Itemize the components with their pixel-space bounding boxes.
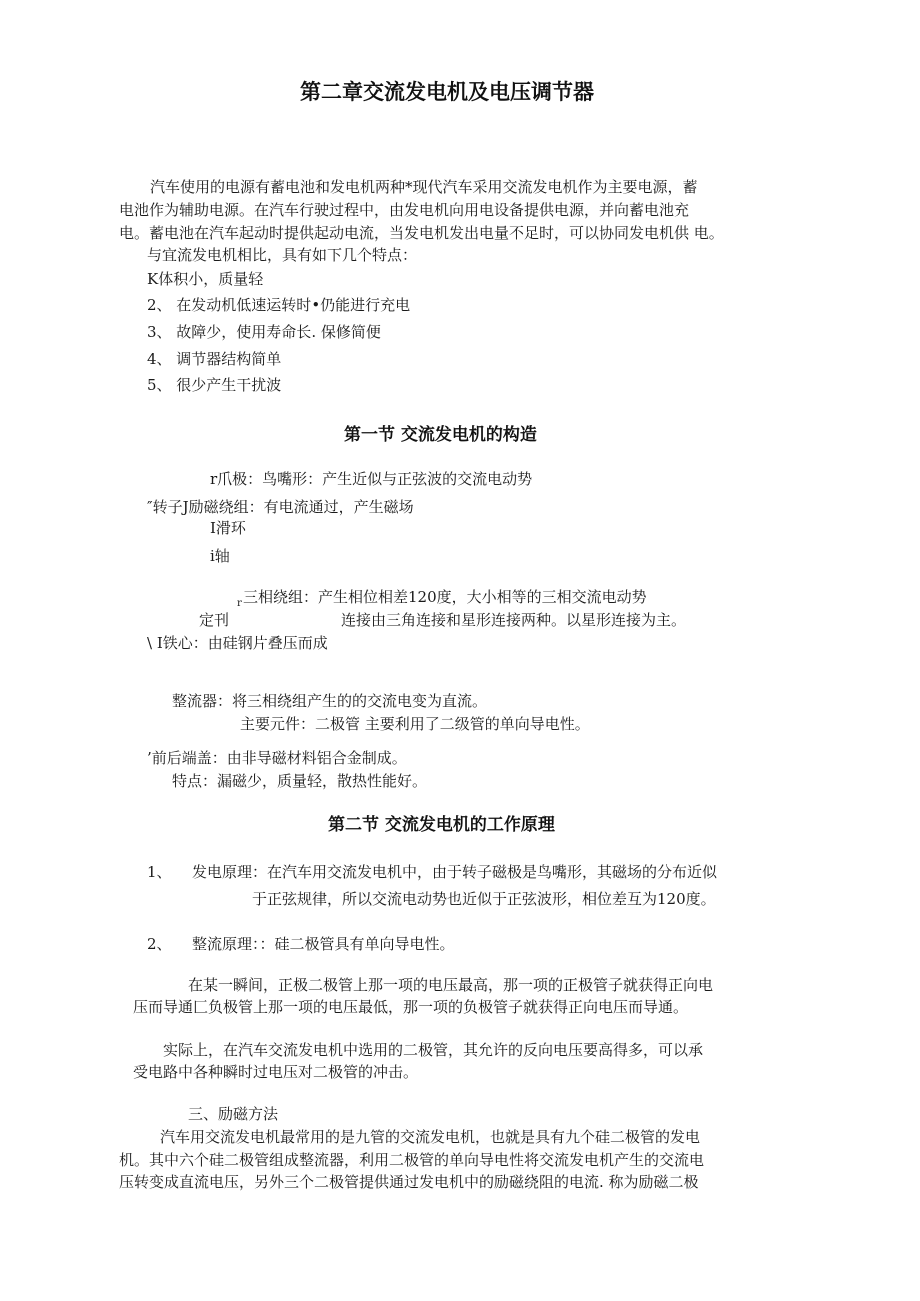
intro-line-2: 电池作为辅助电源。在汽车行驶过程中，由发电机向用电设备提供电源，并向蓄电池充: [119, 201, 690, 219]
iron-core-line: \ I铁心：由硅钢片叠压而成: [147, 634, 328, 652]
feature-item: K体积小，质量轻: [147, 270, 264, 288]
intro-line-4: 与宜流发电机相比，具有如下几个特点：: [147, 246, 418, 264]
stator-label: 定刊: [199, 611, 230, 629]
feature-item: 5、 很少产生干扰波: [147, 376, 282, 394]
main-part-line: 主要元件：二极管 主要利用了二级管的单向导电性。: [240, 715, 590, 733]
paragraph-2-line-1: 实际上，在汽车交流发电机中选用的二极管，其允许的反向电压要高得多，可以承: [163, 1041, 704, 1059]
item-1-number: 1、: [147, 863, 172, 881]
end-cover-feature-line: 特点：漏磁少，质量轻，散热性能好。: [172, 772, 428, 790]
rectifier-line: 整流器：将三相绕组产生的的交流电变为直流。: [172, 692, 488, 710]
stator-bracket-mark: r: [237, 598, 242, 609]
paragraph-2-line-2: 受电路中各种瞬时过电压对二极管的冲击。: [133, 1063, 419, 1081]
section-1-heading: 第一节 交流发电机的构造: [344, 425, 537, 445]
intro-line-1: 汽车使用的电源有蓄电池和发电机两种*现代汽车采用交流发电机作为主要电源，蓄: [150, 178, 698, 196]
item-1-line-2: 于正弦规律，所以交流电动势也近似于正弦波形，相位差互为120度。: [252, 890, 716, 908]
paragraph-1-line-1: 在某一瞬间，正极二极管上那一项的电压最高，那一项的正极管子就获得正向电: [188, 976, 714, 994]
slip-ring-line: I滑环: [210, 519, 246, 537]
item-2-line: 整流原理：：硅二极管具有单向导电性。: [192, 935, 455, 953]
three-phase-line: 三相绕组：产生相位相差120度，大小相等的三相交流电动势: [243, 588, 647, 606]
rotor-line: ″转子J励磁绕组：有电流通过，产生磁场: [147, 498, 414, 516]
paragraph-1-line-2: 压而导通匚负极管上那一项的电压最低，那一项的负极管子就获得正向电压而导通。: [133, 998, 689, 1016]
feature-item: 4、 调节器结构简单: [147, 350, 282, 368]
claw-pole-line: r爪极：鸟嘴形：产生近似与正弦波的交流电动势: [210, 470, 533, 488]
item-1-line-1: 发电原理：在汽车用交流发电机中，由于转子磁极是鸟嘴形，其磁场的分布近似: [192, 863, 718, 881]
section-2-heading: 第二节 交流发电机的工作原理: [328, 815, 555, 835]
feature-item: 3、 故障少，使用寿命长. 保修简便: [147, 323, 381, 341]
shaft-line: i轴: [210, 547, 230, 565]
end-cover-line: ’前后端盖：由非导磁材料铝合金制成。: [147, 749, 407, 767]
connection-line: 连接由三角连接和星形连接两种。以星形连接为主。: [341, 611, 687, 629]
feature-item: 2、 在发动机低速运转时•仍能进行充电: [147, 296, 411, 314]
item-2-number: 2、: [147, 935, 172, 953]
section-3-line-3: 压转变成直流电压，另外三个二极管提供通过发电机中的励磁绕阻的电流. 称为励磁二极: [119, 1173, 699, 1191]
intro-line-3: 电。蓄电池在汽车起动时提供起动电流，当发电机发出电量不足时，可以协同发电机供 电。: [119, 224, 724, 242]
section-3-line-1: 汽车用交流发电机最常用的是九管的交流发电机，也就是具有九个硅二极管的发电: [160, 1128, 701, 1146]
page-title: 第二章交流发电机及电压调节器: [300, 80, 594, 104]
section-3-line-2: 机。其中六个硅二极管组成整流器，利用二极管的单向导电性将交流发电机产生的交流电: [119, 1151, 705, 1169]
section-3-heading: 三、励磁方法: [188, 1105, 279, 1123]
